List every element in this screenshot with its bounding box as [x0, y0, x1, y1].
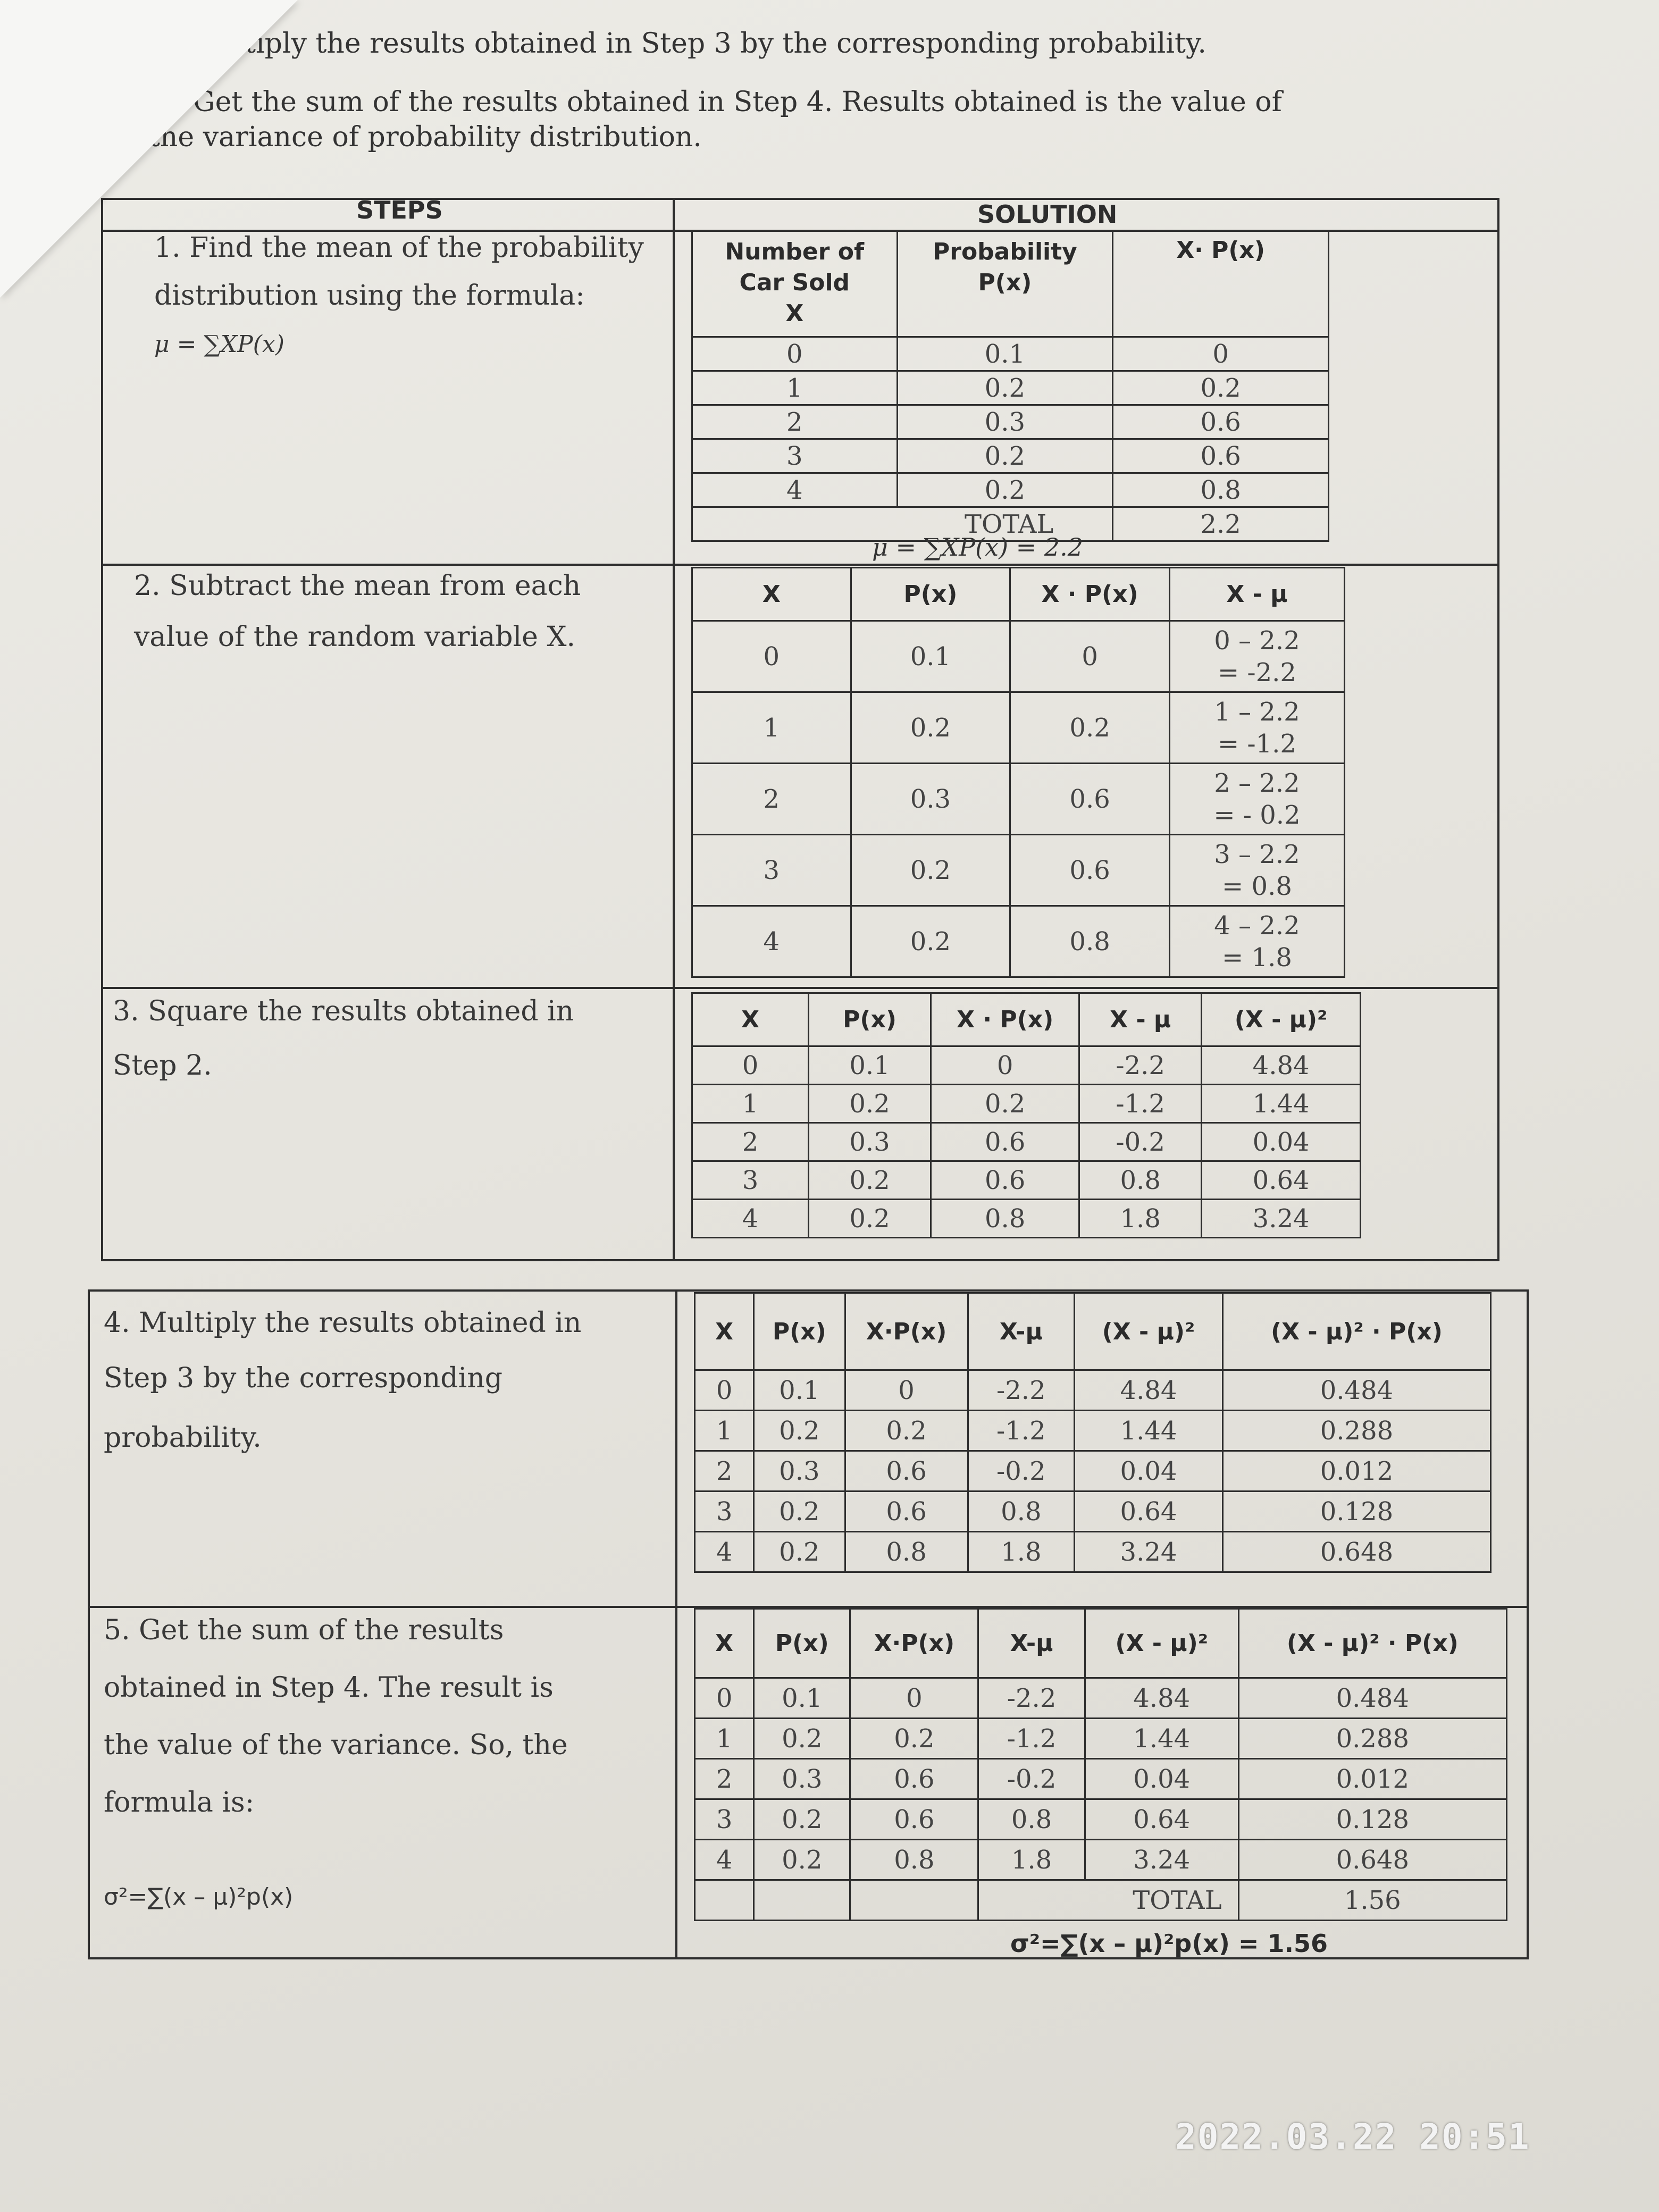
step4-col-xmu: X-μ [968, 1293, 1074, 1370]
table-row: 0 0.1 0 0 – 2.2 = -2.2 [692, 621, 1345, 692]
table-row: 3 0.2 0.6 0.8 0.64 0.128 [695, 1492, 1491, 1532]
step4-col-xp: X·P(x) [845, 1293, 968, 1370]
step5-result-line: σ²=∑(x – μ)²p(x) = 1.56 [1010, 1929, 1328, 1958]
step5-formula: σ²=∑(x – μ)²p(x) [104, 1883, 294, 1911]
step3-text-a: 3. Square the results obtained in [113, 995, 574, 1027]
step4-col-x: X [695, 1293, 754, 1370]
step1-text-a: 1. Find the mean of the probability [154, 232, 644, 264]
step2-table [691, 567, 1345, 978]
table-row: 0 0.1 0 -2.2 4.84 0.484 [695, 1678, 1507, 1719]
step3-col-p: P(x) [808, 993, 931, 1046]
step1-col-xp: X· P(x) [1113, 231, 1329, 337]
steps-header: STEPS [356, 196, 443, 224]
table-row: 0 0.1 0 -2.2 4.84 [692, 1046, 1361, 1085]
table-row: 4 0.2 0.8 1.8 3.24 0.648 [695, 1532, 1491, 1572]
step1-col-x: Number of Car Sold X [692, 231, 898, 337]
intro-line-3: the variance of probability distribution. [149, 121, 702, 153]
table-row: 3 0.2 0.6 3 – 2.2 = 0.8 [692, 835, 1345, 906]
table-row: 1 0.2 0.2 1 – 2.2 = -1.2 [692, 692, 1345, 764]
step5-text-b: obtained in Step 4. The result is [104, 1672, 554, 1704]
step5-col-p: P(x) [754, 1609, 850, 1678]
step2-col-p: P(x) [851, 568, 1010, 621]
step4-col-sqp: (X - μ)² · P(x) [1222, 1293, 1490, 1370]
step3-col-xp: X · P(x) [931, 993, 1079, 1046]
step5-col-sq: (X - μ)² [1085, 1609, 1238, 1678]
photo-timestamp: 2022.03.22 20:51 [1175, 2116, 1530, 2157]
table-row: 1 0.2 0.2 -1.2 1.44 [692, 1085, 1361, 1123]
table-row: 0 0.1 0 [692, 337, 1329, 371]
table-row: 1 0.2 0.2 -1.2 1.44 0.288 [695, 1411, 1491, 1451]
step1-col-p: Probability P(x) [897, 231, 1113, 337]
step2-col-xmu: X - μ [1169, 568, 1344, 621]
folded-page-corner [0, 0, 298, 298]
step5-table [694, 1608, 1507, 1921]
table-row: 4 0.2 0.8 4 – 2.2 = 1.8 [692, 906, 1345, 977]
step2-col-xp: X · P(x) [1010, 568, 1170, 621]
table-row: 4 0.2 0.8 1.8 3.24 0.648 [695, 1840, 1507, 1880]
table-row: 2 0.3 0.6 2 – 2.2 = - 0.2 [692, 764, 1345, 835]
table-row: 0 0.1 0 -2.2 4.84 0.484 [695, 1370, 1491, 1411]
lower-divider [675, 1289, 677, 1959]
table-row: 2 0.3 0.6 [692, 405, 1329, 439]
step5-col-xmu: X-μ [978, 1609, 1085, 1678]
step5-col-x: X [695, 1609, 754, 1678]
table-total-row: TOTAL 2.2 [692, 507, 1329, 541]
step3-text-b: Step 2. [113, 1050, 212, 1082]
step5-text-a: 5. Get the sum of the results [104, 1614, 504, 1646]
upper-divider [673, 198, 675, 1261]
step4-text-b: Step 3 by the corresponding [104, 1362, 502, 1394]
table-row: 2 0.3 0.6 -0.2 0.04 0.012 [695, 1451, 1491, 1492]
intro-line-1: ultiply the results obtained in Step 3 by the corresponding probability. [218, 28, 1206, 60]
step4-col-p: P(x) [754, 1293, 845, 1370]
table-row: 4 0.2 0.8 [692, 473, 1329, 507]
step4-col-sq: (X - μ)² [1075, 1293, 1223, 1370]
table-row: 4 0.2 0.8 1.8 3.24 [692, 1200, 1361, 1238]
table-row: 3 0.2 0.6 0.8 0.64 0.128 [695, 1799, 1507, 1840]
step5-text-d: formula is: [104, 1787, 255, 1819]
table-row: 3 0.2 0.6 0.8 0.64 [692, 1161, 1361, 1200]
step4-text-a: 4. Multiply the results obtained in [104, 1307, 582, 1339]
table-row: 1 0.2 0.2 -1.2 1.44 0.288 [695, 1719, 1507, 1759]
step5-col-sqp: (X - μ)² · P(x) [1238, 1609, 1506, 1678]
step3-col-sq: (X - μ)² [1202, 993, 1361, 1046]
step5-col-xp: X·P(x) [850, 1609, 978, 1678]
step1-table [691, 230, 1329, 542]
table-row: 2 0.3 0.6 -0.2 0.04 [692, 1123, 1361, 1161]
table-row: 1 0.2 0.2 [692, 371, 1329, 405]
solution-header: SOLUTION [977, 200, 1118, 229]
step1-mean-line: μ = ∑XP(x) = 2.2 [872, 533, 1083, 562]
table-row: 3 0.2 0.6 [692, 439, 1329, 473]
step2-col-x: X [692, 568, 851, 621]
step2-text-b: value of the random variable X. [134, 621, 575, 653]
step4-text-c: probability. [104, 1422, 262, 1454]
step3-col-x: X [692, 993, 809, 1046]
step1-text-b: distribution using the formula: [154, 280, 585, 312]
step5-text-c: the value of the variance. So, the [104, 1729, 568, 1761]
table-row: 2 0.3 0.6 -0.2 0.04 0.012 [695, 1759, 1507, 1799]
step1-formula: μ = ∑XP(x) [154, 331, 284, 358]
step3-col-xmu: X - μ [1079, 993, 1202, 1046]
step3-table [691, 992, 1361, 1238]
step4-table [694, 1292, 1492, 1573]
step2-text-a: 2. Subtract the mean from each [134, 570, 581, 602]
intro-line-2: . Get the sum of the results obtained in Step 4. Results obtained is the value of [175, 86, 1282, 118]
table-total-row: TOTAL 1.56 [695, 1880, 1507, 1921]
